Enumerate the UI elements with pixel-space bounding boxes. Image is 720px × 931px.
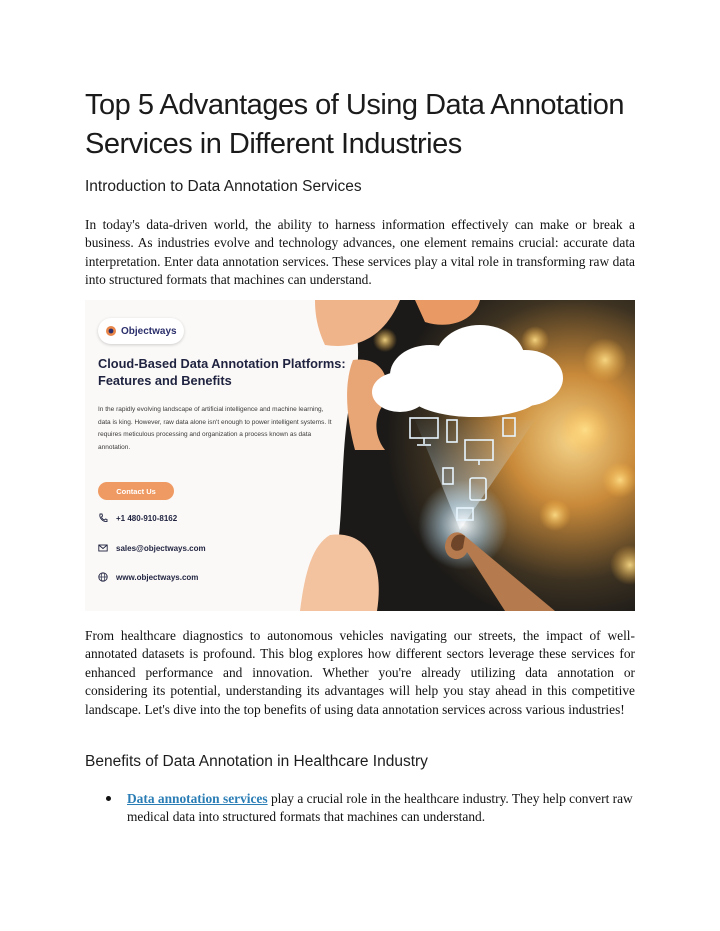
- bullet-marker: [106, 796, 111, 801]
- banner-website: [98, 570, 198, 584]
- data-annotation-services-link[interactable]: Data annotation services: [127, 791, 268, 806]
- body-paragraph: From healthcare diagnostics to autonomous vehicles navigating our streets, the impact of well-annotated datasets is profound. This blog explores how different sectors leverage these services for enhanced performance and innovation. Whether you're already utilizing data annotation or considering its potential, understanding its advantages will help you stay ahead in this competitive landscape. Let's dive into the top benefits of using data annotation services across various industries!: [85, 628, 635, 717]
- banner-description: In the rapidly evolving landscape of artificial intelligence and machine learning, data is king. However, raw data alone isn't enough to power intelligent systems. It requires meticulous processing and organization a process known as data annotation.: [98, 406, 332, 451]
- bullet-text: play a crucial role in the healthcare industry. They help convert raw medical data into structured formats that machines can understand.: [127, 791, 633, 825]
- banner-image: [85, 300, 635, 611]
- globe-icon: [98, 572, 108, 582]
- section-heading-introduction: Introduction to Data Annotation Services: [85, 178, 362, 195]
- email-address: sales@objectways.com: [116, 543, 206, 553]
- phone-number: +1 480-910-8162: [116, 513, 178, 523]
- mail-icon: [98, 543, 108, 553]
- page-title: Top 5 Advantages of Using Data Annotation Services in Different Industries: [85, 89, 624, 160]
- banner-email: [98, 541, 206, 555]
- section-heading-healthcare: Benefits of Data Annotation in Healthcare Industry: [85, 753, 428, 770]
- contact-us-button[interactable]: Contact Us: [98, 482, 174, 500]
- banner-photo: [85, 300, 635, 611]
- logo-mark-icon: [105, 325, 117, 337]
- logo-text: Objectways: [121, 325, 177, 337]
- intro-paragraph: In today's data-driven world, the ability to harness information effectively can make or break a business. As industries evolve and technology advances, one element remains crucial: accurate data interpretation. Enter data annotation services. These services play a vital role in transforming raw data into structured formats that machines can understand.: [85, 217, 635, 288]
- banner-phone: [98, 511, 177, 525]
- list-item: [127, 790, 635, 827]
- phone-icon: [98, 513, 108, 523]
- banner-title: Cloud-Based Data Annotation Platforms: Features and Benefits: [98, 356, 346, 388]
- objectways-logo: [98, 318, 184, 344]
- website-url: www.objectways.com: [116, 572, 199, 582]
